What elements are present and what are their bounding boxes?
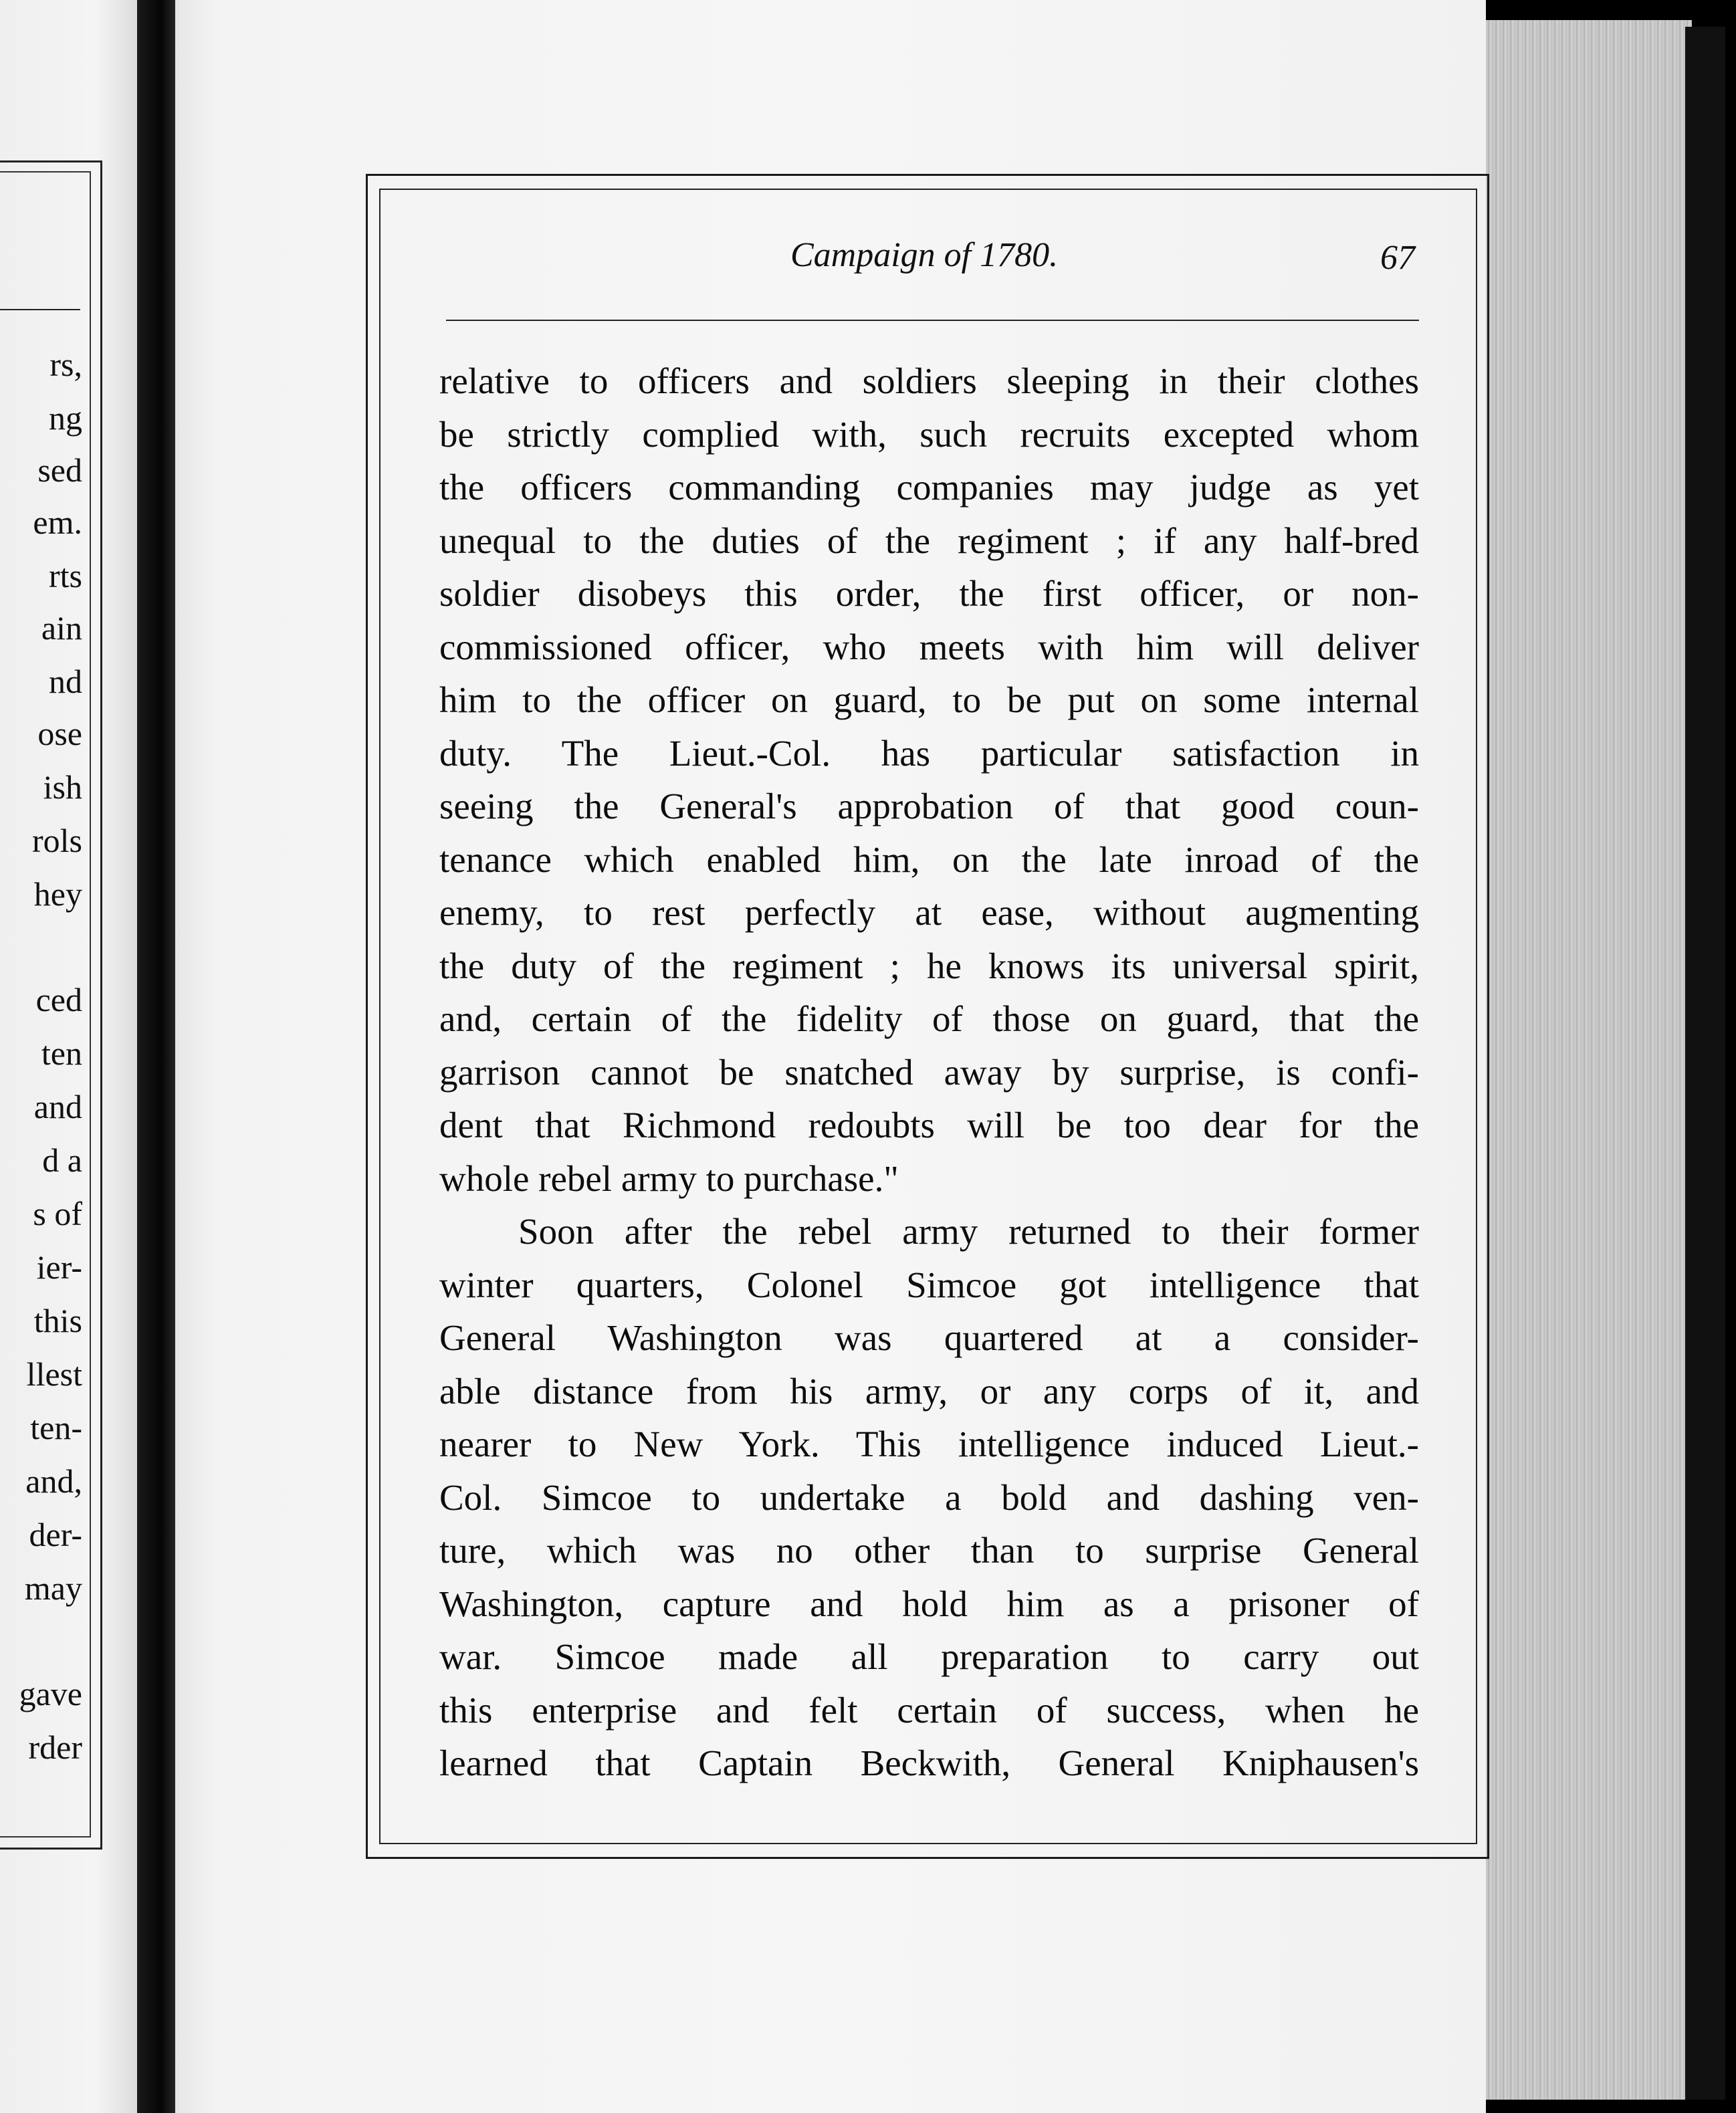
previous-page-line: hey bbox=[33, 875, 82, 913]
previous-page-line: and, bbox=[25, 1462, 82, 1500]
text-line: him to the officer on guard, to be put on some internal bbox=[439, 679, 1419, 720]
previous-page-line: sed bbox=[37, 451, 82, 489]
text-line: Soon after the rebel army returned to their former bbox=[518, 1211, 1419, 1252]
running-head-title: Campaign of 1780. bbox=[790, 236, 1059, 274]
text-line: and, certain of the fidelity of those on guard, that the bbox=[439, 998, 1419, 1039]
running-head-rule bbox=[446, 320, 1419, 321]
book-gutter bbox=[137, 0, 177, 2113]
text-line: this enterprise and felt certain of success, when he bbox=[439, 1689, 1419, 1731]
previous-page-line: ten bbox=[41, 1034, 82, 1072]
previous-page-line: ish bbox=[43, 768, 82, 806]
main-page bbox=[175, 0, 1486, 2113]
running-head bbox=[443, 235, 1419, 282]
text-line: enemy, to rest perfectly at ease, without augmenting bbox=[439, 892, 1419, 933]
text-line: Col. Simcoe to undertake a bold and dashing ven- bbox=[439, 1476, 1419, 1518]
previous-page-head-rule bbox=[0, 309, 80, 310]
previous-page-line: nd bbox=[49, 663, 82, 700]
previous-page-line: d a bbox=[42, 1141, 82, 1179]
text-line: seeing the General's approbation of that good coun- bbox=[439, 786, 1419, 826]
previous-page-line: ier- bbox=[36, 1248, 82, 1286]
background-edge bbox=[1685, 27, 1725, 2100]
previous-page-line: ose bbox=[37, 715, 82, 752]
previous-page-line: der- bbox=[29, 1516, 82, 1553]
text-line: commissioned officer, who meets with him will deliver bbox=[439, 626, 1419, 667]
previous-page-line: and bbox=[33, 1088, 82, 1125]
previous-page-line: rs, bbox=[49, 346, 82, 383]
page-number: 67 bbox=[1380, 239, 1415, 277]
text-line: nearer to New York. This intelligence induced Lieut.- bbox=[439, 1424, 1419, 1464]
text-line: the officers commanding companies may judge as yet bbox=[439, 467, 1419, 508]
text-line: General Washington was quartered at a consider- bbox=[439, 1317, 1419, 1358]
text-line: unequal to the duties of the regiment ; if any half-bred bbox=[439, 520, 1419, 561]
text-line: able distance from his army, or any corps of it, and bbox=[439, 1370, 1419, 1412]
previous-page-line: em. bbox=[33, 504, 82, 541]
previous-page-line: gave bbox=[19, 1675, 82, 1712]
text-line: tenance which enabled him, on the late inroad of the bbox=[439, 839, 1419, 880]
text-line: Washington, capture and hold him as a prisoner of bbox=[439, 1583, 1419, 1624]
previous-page-line: ten- bbox=[30, 1409, 82, 1446]
previous-page-line: rols bbox=[32, 822, 82, 859]
text-line: winter quarters, Colonel Simcoe got intelligence that bbox=[439, 1264, 1419, 1305]
previous-page-sliver bbox=[0, 0, 137, 2113]
previous-page-line: rder bbox=[28, 1729, 82, 1766]
text-line: the duty of the regiment ; he knows its universal spirit, bbox=[439, 945, 1419, 986]
previous-page-line: rts bbox=[49, 557, 82, 594]
text-line: be strictly complied with, such recruits excepted whom bbox=[439, 413, 1419, 455]
previous-page-line: s of bbox=[33, 1195, 82, 1232]
previous-page-line: may bbox=[24, 1569, 82, 1607]
text-line: ture, which was no other than to surprise General bbox=[439, 1530, 1419, 1571]
previous-page-line: ain bbox=[41, 609, 82, 647]
previous-page-line: ng bbox=[49, 399, 82, 437]
text-line: garrison cannot be snatched away by surprise, is confi- bbox=[439, 1051, 1419, 1093]
text-line: soldier disobeys this order, the first officer, or non- bbox=[439, 573, 1419, 614]
text-line: learned that Captain Beckwith, General Kniphausen's bbox=[439, 1743, 1419, 1783]
text-line: duty. The Lieut.-Col. has particular satisfaction in bbox=[439, 732, 1419, 774]
body-text bbox=[439, 354, 1419, 1790]
page-block-edges bbox=[1478, 20, 1692, 2100]
previous-page-line: ced bbox=[35, 981, 82, 1018]
text-line: dent that Richmond redoubts will be too dear for the bbox=[439, 1105, 1419, 1145]
previous-page-line: llest bbox=[26, 1355, 82, 1393]
text-line: whole rebel army to purchase." bbox=[439, 1157, 899, 1199]
previous-page-line: this bbox=[33, 1302, 82, 1339]
text-line: relative to officers and soldiers sleeping in their clothes bbox=[439, 360, 1419, 401]
text-line: war. Simcoe made all preparation to carry out bbox=[439, 1636, 1419, 1677]
